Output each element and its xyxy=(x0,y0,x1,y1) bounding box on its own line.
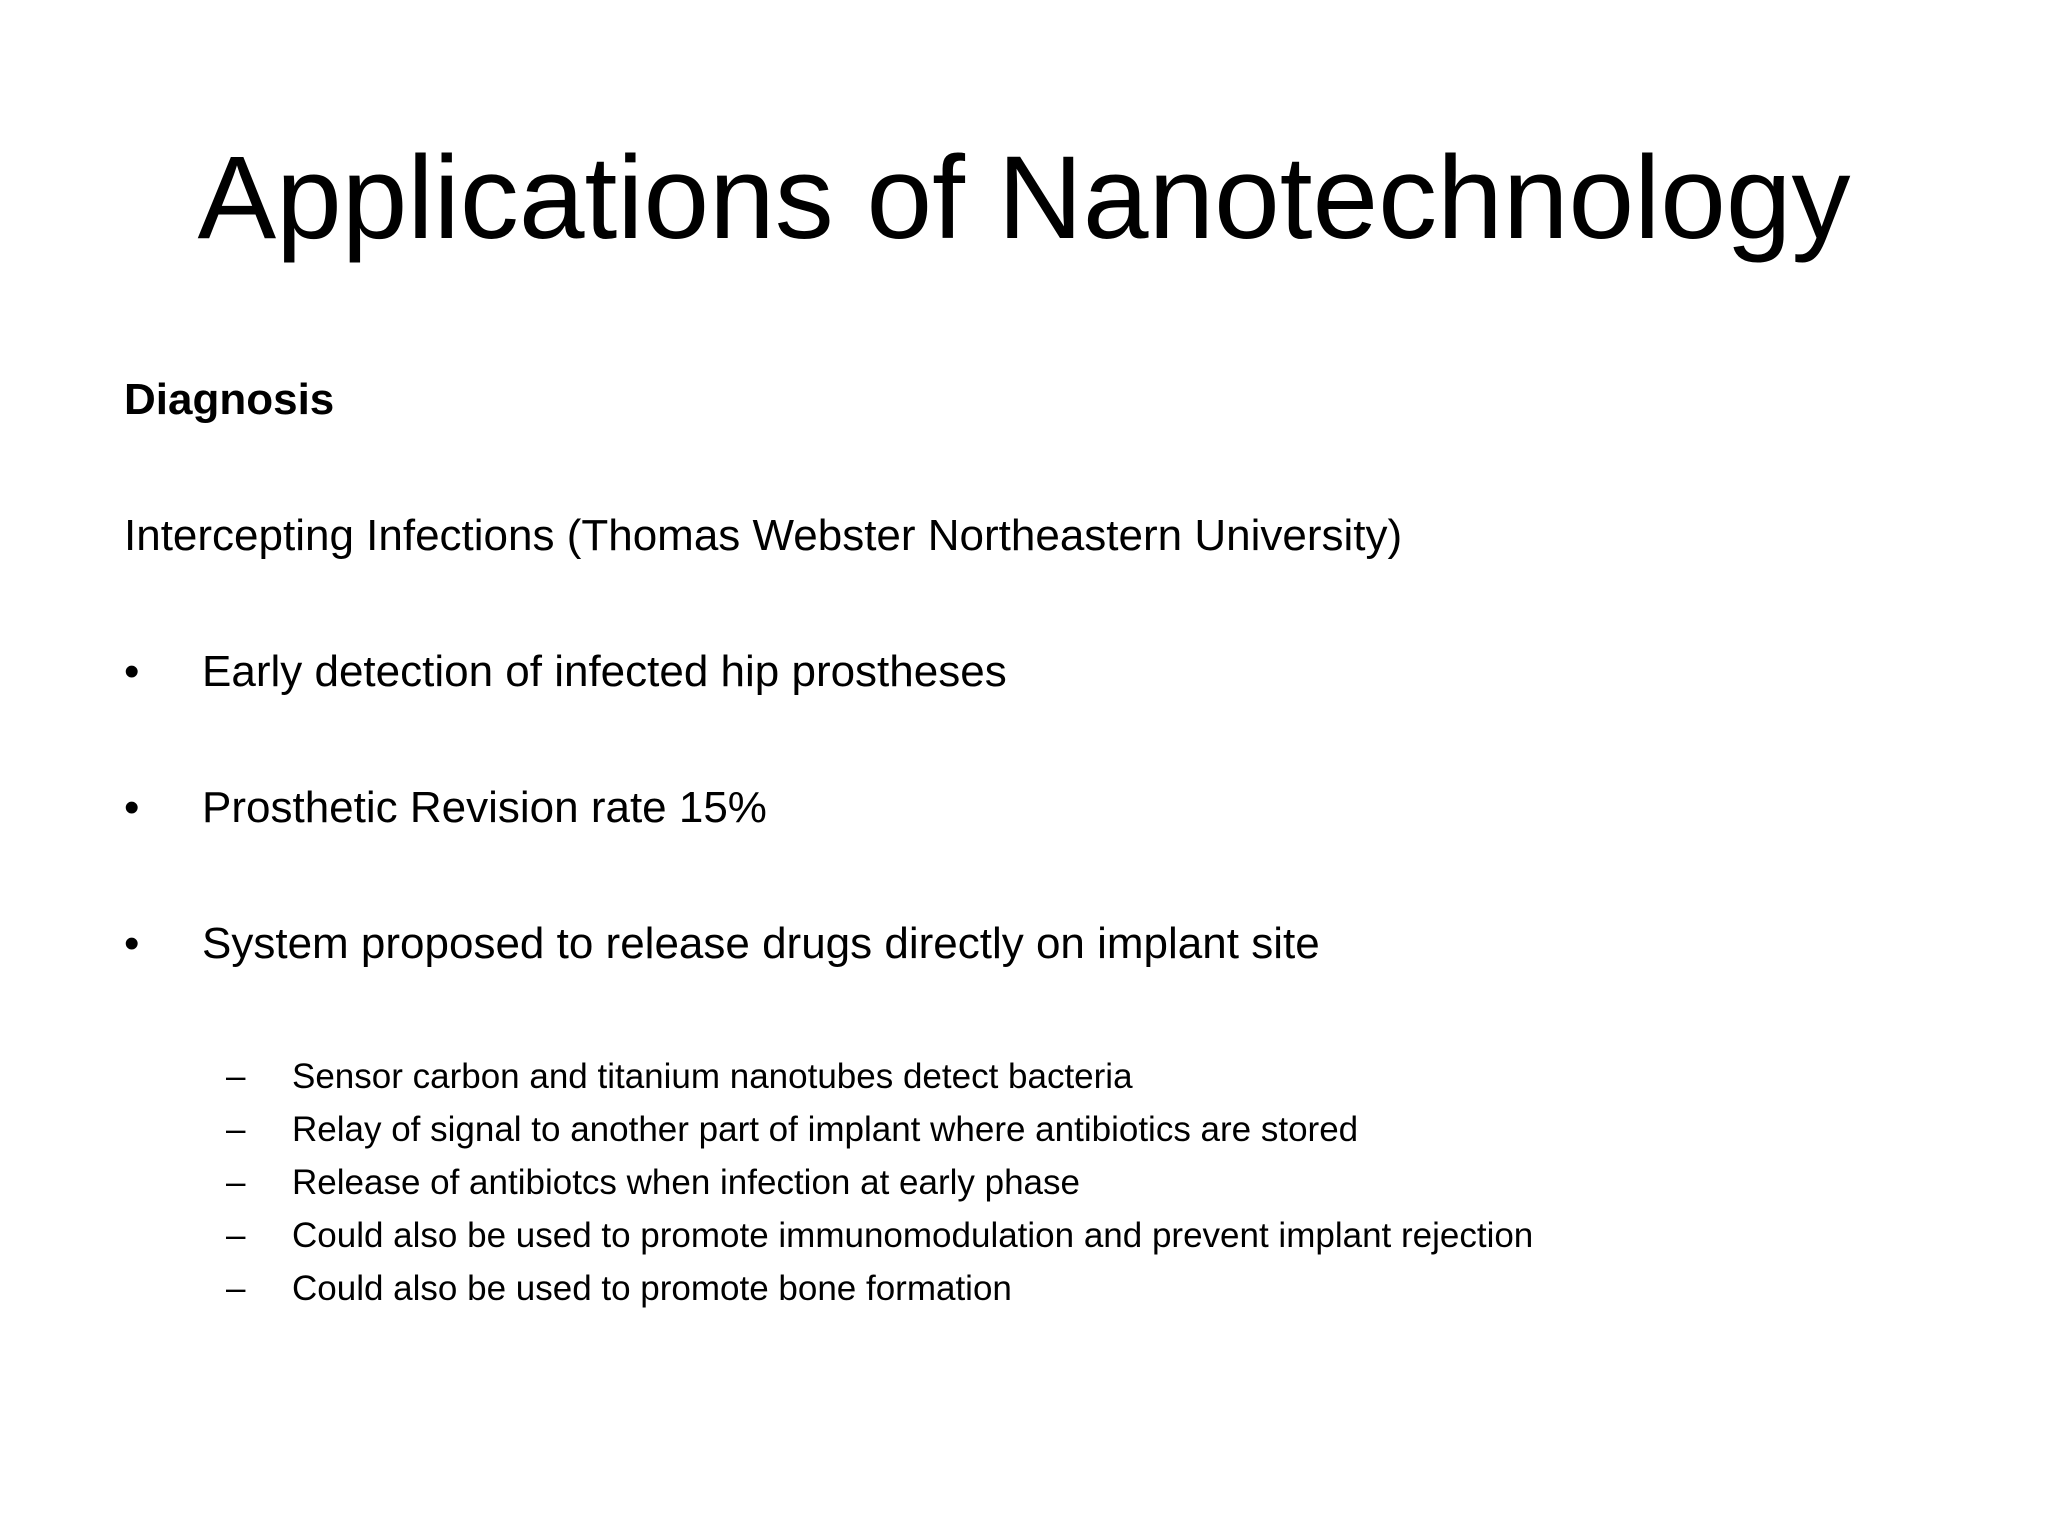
section-heading: Diagnosis xyxy=(124,375,335,424)
slide-title: Applications of Nanotechnology xyxy=(197,132,1851,264)
sub-bullet-list xyxy=(226,1050,1926,1315)
sub-bullet-item xyxy=(226,1209,1926,1262)
subtitle: Intercepting Infections (Thomas Webster Northeastern University) xyxy=(124,511,1403,560)
bullet-icon: • xyxy=(124,919,140,968)
dash-icon: – xyxy=(226,1057,246,1096)
sub-bullet-item xyxy=(226,1050,1926,1103)
bullet-item xyxy=(124,780,1924,836)
bullet-icon: • xyxy=(124,647,140,696)
sub-bullet-text: Could also be used to promote bone formation xyxy=(292,1269,1012,1308)
bullet-text: Early detection of infected hip prostheses xyxy=(202,647,1007,696)
sub-bullet-item xyxy=(226,1156,1926,1209)
sub-bullet-item xyxy=(226,1262,1926,1315)
dash-icon: – xyxy=(226,1269,246,1308)
sub-bullet-text: Release of antibiotcs when infection at early phase xyxy=(292,1163,1080,1202)
bullet-item xyxy=(124,644,1924,700)
sub-bullet-text: Sensor carbon and titanium nanotubes detect bacteria xyxy=(292,1057,1133,1096)
bullet-text: System proposed to release drugs directly on implant site xyxy=(202,919,1320,968)
sub-bullet-item xyxy=(226,1103,1926,1156)
dash-icon: – xyxy=(226,1216,246,1255)
bullet-text: Prosthetic Revision rate 15% xyxy=(202,783,767,832)
sub-bullet-text: Could also be used to promote immunomodulation and prevent implant rejection xyxy=(292,1216,1534,1255)
sub-bullet-text: Relay of signal to another part of implant where antibiotics are stored xyxy=(292,1110,1359,1149)
bullet-icon: • xyxy=(124,783,140,832)
dash-icon: – xyxy=(226,1163,246,1202)
dash-icon: – xyxy=(226,1110,246,1149)
bullet-item xyxy=(124,916,1924,972)
bullet-list xyxy=(124,644,1924,1052)
